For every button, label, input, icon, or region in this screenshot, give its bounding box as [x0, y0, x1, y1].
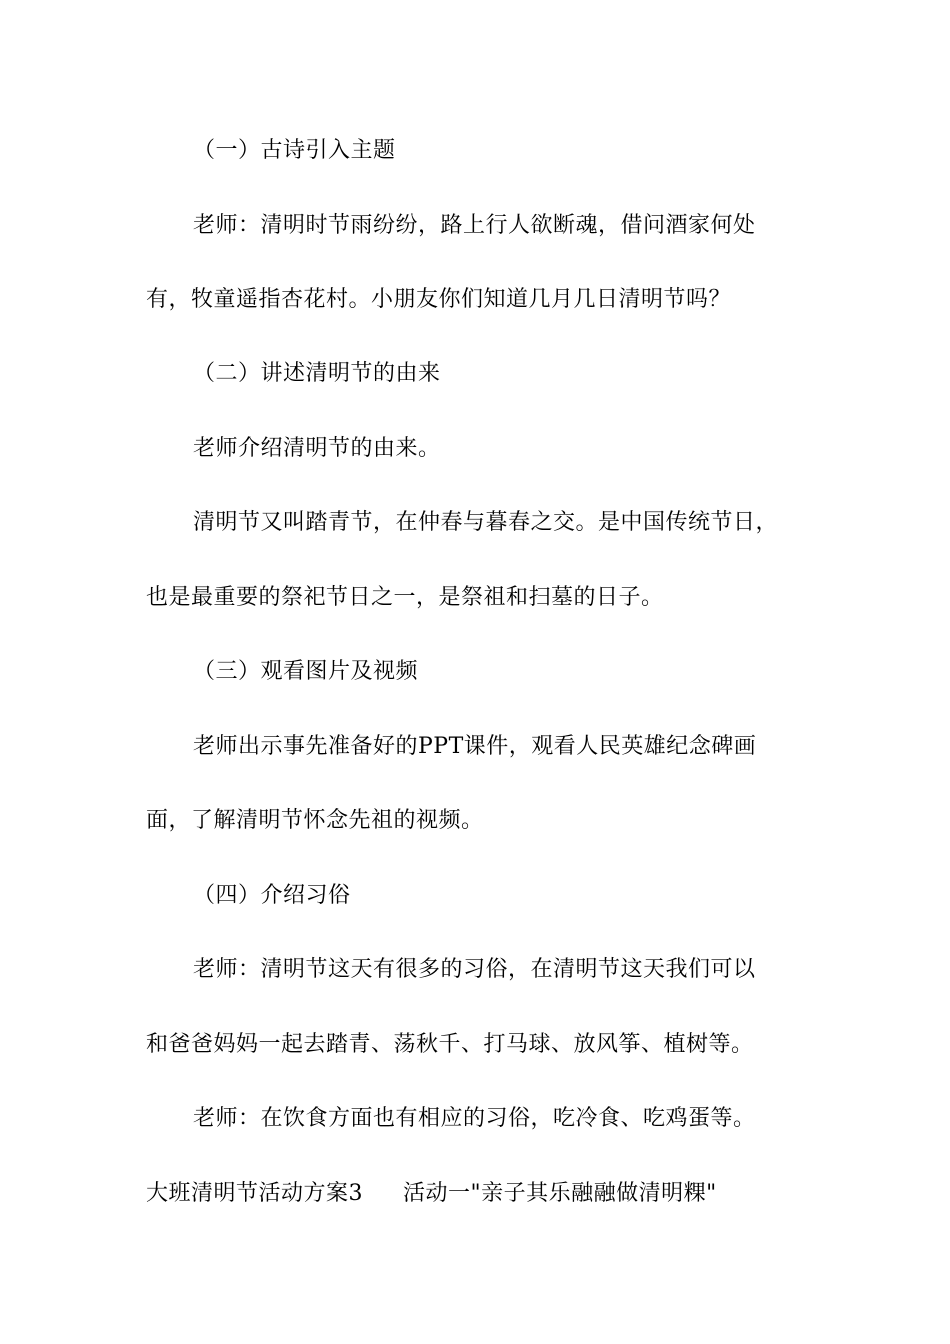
paragraph-line: 老师介绍清明节的由来。 [193, 436, 441, 461]
paragraph-line: 老师：在饮食方面也有相应的习俗，吃冷食、吃鸡蛋等。 [193, 1106, 756, 1131]
section-heading-3: （三）观看图片及视频 [193, 659, 419, 684]
paragraph-line: 老师：清明时节雨纷纷，路上行人欲断魂，借问酒家何处 [193, 213, 756, 238]
section-heading-2: （二）讲述清明节的由来 [193, 361, 441, 386]
footer-line [146, 1179, 717, 1209]
paragraph-line: 面，了解清明节怀念先祖的视频。 [146, 808, 484, 833]
paragraph-line: 有，牧童遥指杏花村。小朋友你们知道几月几日清明节吗？ [146, 287, 732, 312]
paragraph-line: 也是最重要的祭祀节日之一，是祭祖和扫墓的日子。 [146, 585, 664, 610]
paragraph-line: 老师出示事先准备好的PPT课件，观看人民英雄纪念碑画 [193, 734, 757, 759]
section-heading-1: （一）古诗引入主题 [193, 138, 396, 163]
footer-activity: 活动一"亲子其乐融融做清明粿" [403, 1181, 717, 1206]
paragraph-line: 老师：清明节这天有很多的习俗，在清明节这天我们可以 [193, 957, 756, 982]
footer-title: 大班清明节活动方案3 [146, 1181, 363, 1206]
section-heading-4: （四）介绍习俗 [193, 883, 351, 908]
paragraph-line: 清明节又叫踏青节，在仲春与暮春之交。是中国传统节日， [193, 510, 779, 535]
paragraph-line: 和爸爸妈妈一起去踏青、荡秋千、打马球、放风筝、植树等。 [146, 1032, 754, 1057]
